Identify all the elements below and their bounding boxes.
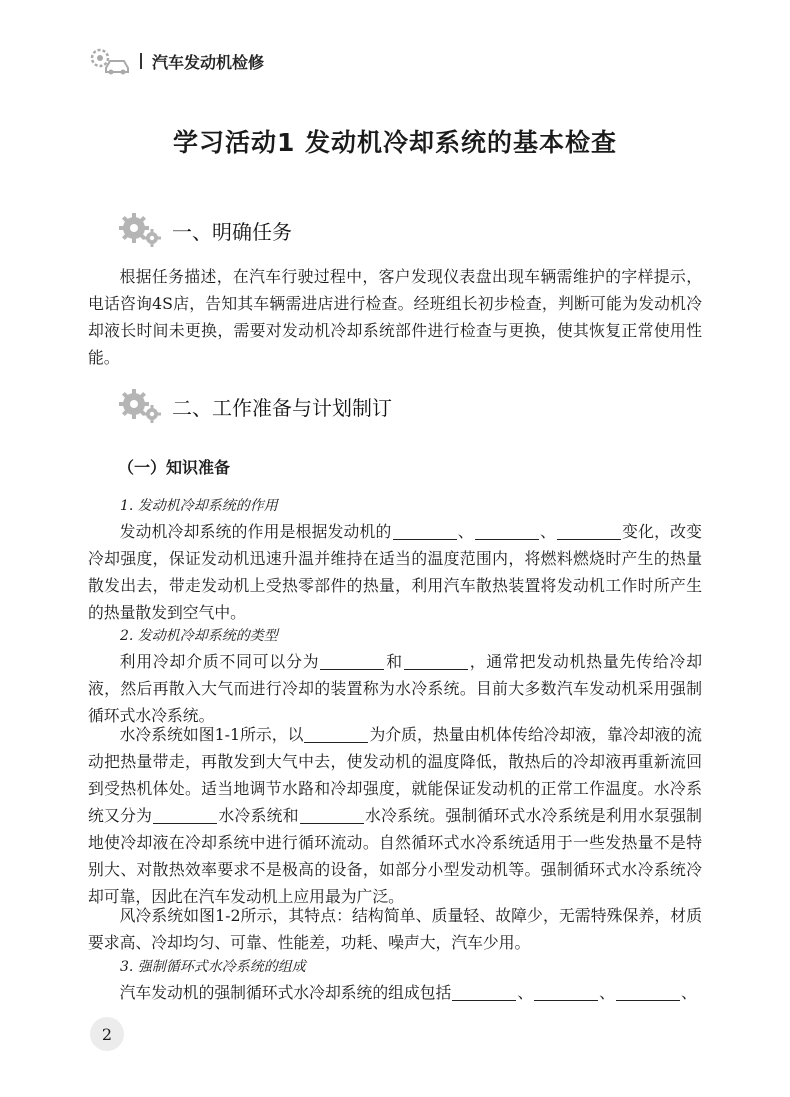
item-title-types: 2. 发动机冷却系统的类型	[120, 628, 278, 644]
fill-blank[interactable]	[404, 653, 468, 670]
section-title: 一、明确任务	[172, 219, 292, 244]
item-title-function: 1. 发动机冷却系统的作用	[120, 498, 278, 514]
fill-blank[interactable]	[304, 726, 368, 743]
fill-blank[interactable]	[393, 523, 457, 540]
fill-blank[interactable]	[534, 984, 598, 1001]
gears-icon	[118, 210, 162, 250]
paragraph-water-cooling: 水冷系统如图1-1所示，以 为介质，热量由机体传给冷却液，靠冷却液的流动把热量带走，再散发到大气中去，使发动机的温度降低，散热后的冷却液再重新流回到受热机体处。适当地调节水路和冷却强度，就能保证发动机的正常工作温度。水冷系统又分为 水冷系统和 水冷系统。强制循环式水冷系统是利用水泵强制地使冷却液在冷却系统中进行循环流动。自然循环式水冷系统适用于一些发热量不是特别大、对散热效率要求不是极高的设备，如部分小型发动机等。强制循环式水冷系统冷却可靠，因此在汽车发动机上应用最为广泛。	[88, 725, 702, 906]
section-heading-task	[118, 208, 292, 252]
fill-blank[interactable]	[153, 807, 217, 824]
paragraph-air-cooling: 风冷系统如图1-2所示，其特点：结构简单、质量轻、故障少，无需特殊保养，材质要求高、冷却均匀、可靠、性能差，功耗、噪声大，汽车少用。	[88, 906, 702, 952]
task-paragraph: 根据任务描述，在汽车行驶过程中，客户发现仪表盘出现车辆需维护的字样提示，电话咨询4S店，告知其车辆需进店进行检查。经班组长初步检查，判断可能为发动机冷却液长时间未更换，需要对发动机冷却系统部件进行检查与更换，使其恢复正常使用性能。	[88, 267, 702, 367]
fill-blank[interactable]	[452, 984, 516, 1001]
section-title: 二、工作准备与计划制订	[172, 395, 392, 420]
fill-blank[interactable]	[616, 984, 680, 1001]
activity-title: 学习活动1 发动机冷却系统的基本检查	[172, 128, 618, 157]
item-title-composition: 3. 强制循环式水冷系统的组成	[120, 959, 306, 975]
car-gears-icon	[88, 46, 130, 76]
fill-blank[interactable]	[557, 523, 621, 540]
book-title: 汽车发动机检修	[152, 52, 265, 72]
header-divider	[140, 53, 142, 69]
paragraph-types: 利用冷却介质不同可以分为 和 ，通常把发动机热量先传给冷却液，然后再散入大气而进行冷却的装置称为水冷系统。目前大多数汽车发动机采用强制循环式水冷系统。	[88, 652, 702, 725]
section-heading-preparation	[118, 384, 392, 428]
knowledge-heading: （一）知识准备	[118, 458, 231, 477]
paragraph-composition: 汽车发动机的强制循环式水冷却系统的组成包括 、 、 、	[119, 983, 697, 1002]
fill-blank[interactable]	[475, 523, 539, 540]
page-number: 2	[90, 1017, 124, 1051]
fill-blank[interactable]	[320, 653, 384, 670]
running-head	[88, 44, 264, 78]
paragraph-function: 发动机冷却系统的作用是根据发动机的 、 、 变化，改变冷却强度，保证发动机迅速升温并维持在适当的温度范围内，将燃料燃烧时产生的热量散发出去，带走发动机上受热零部件的热量，利用汽车散热装置将发动机工作时所产生的热量散发到空气中。	[88, 522, 702, 622]
fill-blank[interactable]	[300, 807, 364, 824]
gears-icon	[118, 386, 162, 426]
